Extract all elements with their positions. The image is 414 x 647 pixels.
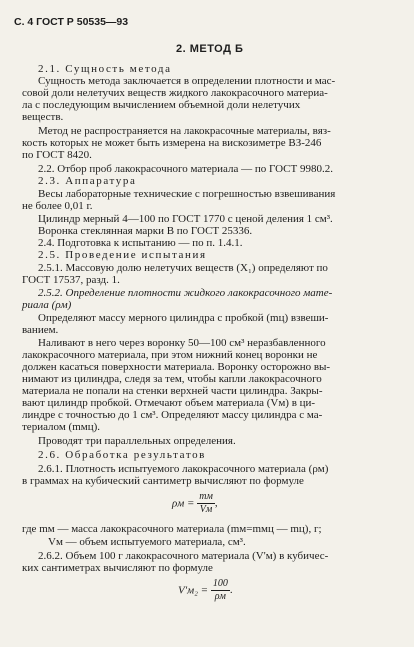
formula-tail: . bbox=[229, 584, 233, 597]
text-line: ГОСТ 17537, разд. 1. bbox=[22, 274, 120, 286]
text-line: материала не попали на стенки верхней части цилиндра. Закры- bbox=[22, 385, 323, 397]
text-line: лакокрасочного материала, при этом нижний конец воронки не bbox=[22, 349, 318, 361]
formula-denominator: ρм bbox=[214, 591, 226, 602]
text-line: Наливают в него через воронку 50—100 см³ неразбавленного bbox=[38, 337, 326, 349]
volume-formula bbox=[178, 578, 233, 603]
text-line: веществ. bbox=[22, 111, 64, 123]
text-line: в граммах на кубический сантиметр вычисляют по формуле bbox=[22, 475, 304, 487]
text-line: риала (ρм) bbox=[22, 299, 72, 311]
text-line: териалом (mмц). bbox=[22, 421, 101, 433]
text-line: Метод не распространяется на лакокрасочные материалы, вяз- bbox=[38, 125, 331, 137]
text-line: линдре с точностью до 1 см³. Определяют массу цилиндра с ма- bbox=[22, 409, 323, 421]
formula-fraction bbox=[211, 578, 230, 603]
text-line: Определяют массу мерного цилиндра с пробкой (mц) взвеши- bbox=[38, 312, 329, 324]
text-line: Цилиндр мерный 4—100 по ГОСТ 1770 с ценой деления 1 см³. bbox=[38, 213, 333, 225]
subsection-heading: 2.3. Аппаратура bbox=[38, 175, 137, 187]
text-line: по ГОСТ 8420. bbox=[22, 149, 92, 161]
formula-tail: , bbox=[214, 497, 218, 510]
text-line: 2.6.2. Объем 100 г лакокрасочного материала (V'м) в кубичес- bbox=[38, 550, 329, 562]
text-line: Воронка стеклянная марки В по ГОСТ 25336. bbox=[38, 225, 253, 237]
formula-lhs: ρм = bbox=[172, 497, 195, 510]
text-line: не более 0,01 г. bbox=[22, 200, 93, 212]
text-line: Весы лабораторные технические с погрешностью взвешивания bbox=[38, 188, 336, 200]
text-line: нимают из цилиндра, следя за тем, чтобы капли лакокрасочного bbox=[22, 373, 322, 385]
text-line: 2.2. Отбор проб лакокрасочного материала — по ГОСТ 9980.2. bbox=[38, 163, 333, 175]
text-line: 2.4. Подготовка к испытанию — по п. 1.4.1. bbox=[38, 237, 243, 249]
text-line: Vм — объем испытуемого материала, см³. bbox=[48, 536, 246, 548]
formula-numerator: mм bbox=[199, 491, 213, 502]
formula-numerator: 100 bbox=[212, 578, 228, 589]
page-header: С. 4 ГОСТ Р 50535—93 bbox=[14, 16, 129, 28]
formula-lhs: V'м₂ = bbox=[178, 584, 209, 597]
text-line: ванием. bbox=[22, 324, 59, 336]
section-title: 2. МЕТОД Б bbox=[176, 43, 244, 55]
text-line: 2.5.2. Определение плотности жидкого лакокрасочного мате- bbox=[38, 287, 333, 299]
text-line: должен касаться поверхности материала. Воронку осторожно вы- bbox=[22, 361, 331, 373]
text-line: совой доли нелетучих веществ жидкого лакокрасочного материа- bbox=[22, 87, 328, 99]
text-line: где mм — масса лакокрасочного материала (mм=mмц — mц), г; bbox=[22, 523, 322, 535]
text-line: ла с последующим вычислением объемной доли нелетучих bbox=[22, 99, 301, 111]
formula-fraction bbox=[197, 491, 215, 516]
subsection-heading: 2.5. Проведение испытания bbox=[38, 249, 207, 261]
text-line: ких сантиметрах вычисляют по формуле bbox=[22, 562, 213, 574]
text-line: 2.5.1. Массовую долю нелетучих веществ (X₁) определяют по bbox=[38, 262, 328, 274]
text-line: Проводят три параллельных определения. bbox=[38, 435, 236, 447]
text-line: Сущность метода заключается в определении плотности и мас- bbox=[38, 75, 336, 87]
density-formula bbox=[172, 491, 218, 516]
formula-denominator: Vм bbox=[199, 504, 213, 515]
text-line: кость которых не может быть измерена на вискозиметре ВЗ-246 bbox=[22, 137, 322, 149]
text-line: вают цилиндр пробкой. Отмечают объем материала (Vм) в ци- bbox=[22, 397, 316, 409]
subsection-heading: 2.1. Сущность метода bbox=[38, 63, 172, 75]
subsection-heading: 2.6. Обработка результатов bbox=[38, 449, 206, 461]
text-line: 2.6.1. Плотность испытуемого лакокрасочного материала (ρм) bbox=[38, 463, 329, 475]
